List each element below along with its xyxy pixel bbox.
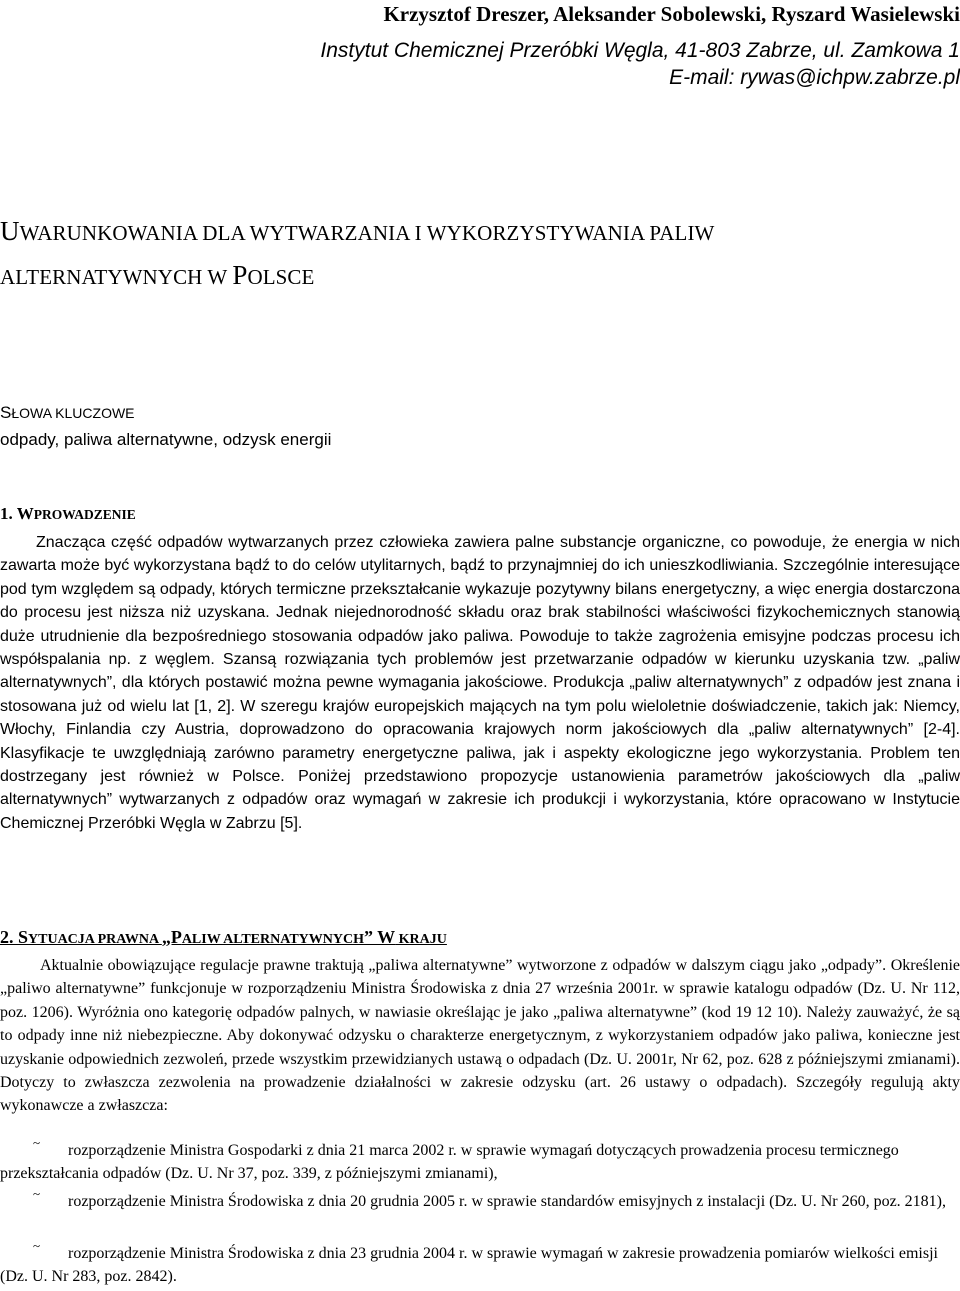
section-1-number: 1. W: [0, 504, 34, 523]
paper-title: [0, 210, 960, 298]
keywords-heading-text: ŁOWA KLUCZOWE: [11, 405, 135, 421]
list-marker: ~: [33, 1186, 41, 1201]
email: E-mail: rywas@ichpw.zabrze.pl: [669, 66, 960, 89]
list-item-text: rozporządzenie Ministra Środowiska z dnia 20 grudnia 2005 r. w sprawie standardów emisyjnych z instalacji (Dz. U. Nr 260, poz. 2181),: [68, 1193, 946, 1210]
section-2-title-a: YTUACJA PRAWNA: [28, 932, 162, 947]
list-item: [0, 1238, 960, 1289]
title-line-2-initial: P: [232, 260, 248, 290]
section-2-quote-open: „P: [161, 927, 182, 947]
section-1-title: PROWADZENIE: [33, 507, 136, 522]
section-2-body: [0, 954, 960, 1118]
list-marker: ~: [33, 1238, 41, 1253]
title-line-2: [0, 254, 960, 298]
keywords-heading: [0, 403, 135, 423]
section-2-quote-close: ” W: [363, 927, 396, 947]
section-2-paragraph: Aktualnie obowiązujące regulacje prawne traktują „paliwa alternatywne” wytworzone z odpadów w dalszym ciągu jako „odpady”. Określenie „paliwo alternatywne” funkcjonuje w rozporządzeniu Ministra Środowiska z dnia 27 września 2001r. w sprawie katalogu odpadów (Dz. U. Nr 112, poz. 1206). Wyróżnia ono kategorię odpadów palnych, w nawiasie określając je jako „paliwa alternatywne” (kod 19 12 10). Należy zauważyć, że są to odpady inne niż niebezpieczne. Aby dokonywać odzysku o charakterze energetycznym, z wykorzystaniem odpadów jako paliwa, konieczne jest uzyskanie odpowiednich zezwoleń, przede wszystkim przewidzianych ustawą o odpadach (Dz. U. 2001r, Nr 62, poz. 628 z późniejszymi zmianami). Dotyczy to zwłaszcza zezwolenia na prowadzenie działalności w zakresie odzysku (art. 26 ustawy o odpadach). Szczegóły regulują akty wykonawcze a zwłaszcza:: [0, 957, 960, 1115]
list-item-text: rozporządzenie Ministra Gospodarki z dnia 21 marca 2002 r. w sprawie wymagań dotyczących prowadzenia procesu termicznego przekształcania odpadów (Dz. U. Nr 37, poz. 339, z późniejszymi zmianami),: [0, 1142, 899, 1183]
title-line-1: [0, 210, 960, 254]
title-line-2-end: OLSCE: [247, 265, 315, 289]
title-line-2-text: ALTERNATYWNYCH W: [0, 265, 233, 289]
section-2-title-c: KRAJU: [395, 932, 447, 947]
section-2-number: 2. S: [0, 927, 29, 947]
authors: Krzysztof Dreszer, Aleksander Sobolewski, Ryszard Wasielewski: [383, 2, 960, 26]
section-1-heading: [0, 504, 136, 524]
list-item: [0, 1186, 960, 1213]
affiliation-block: [320, 37, 960, 91]
title-line-1-text: WARUNKOWANIA DLA WYTWARZANIA I WYKORZYSTYWANIA PALIW: [19, 221, 715, 245]
list-item-text: rozporządzenie Ministra Środowiska z dnia 23 grudnia 2004 r. w sprawie wymagań w zakresie prowadzenia pomiarów wielkości emisji (Dz. U. Nr 283, poz. 2842).: [0, 1245, 938, 1286]
title-initial: U: [0, 216, 20, 246]
list-item: [0, 1135, 960, 1186]
keywords-heading-initial: S: [0, 403, 12, 422]
list-marker: ~: [33, 1135, 41, 1150]
section-2-title-b: ALIW ALTERNATYWNYCH: [181, 932, 364, 947]
section-1-paragraph: Znacząca część odpadów wytwarzanych przez człowieka zawiera palne substancje organiczne, co powoduje, że energia w nich zawarta może być wykorzystana bądź to do celów utylitarnych, bądź to przynajmniej do ich unieszkodliwiania. Szczególnie interesujące pod tym względem są odpady, których termiczne przekształcanie wykazuje pozytywny bilans energetyczny, a więc energia dostarczona do procesu jest niższa niż uzyskana. Jednak niejednorodność składu oraz brak stabilności właściwości fizykochemicznych stanowią duże utrudnienie dla bezpośredniego stosowania odpadów jako paliwa. Powoduje to także zagrożenia emisyjne podczas procesu ich współspalania np. z węglem. Szansą rozwiązania tych problemów jest przetwarzanie odpadów w kierunku uzyskania tzw. „paliw alternatywnych”, dla których postawić można pewne wymagania jakościowe. Produkcja „paliw alternatywnych” z odpadów jest znana i stosowana już od wielu lat [1, 2]. W szeregu krajów europejskich mających na tym polu wieloletnie doświadczenie, takich jak: Niemcy, Włochy, Finlandia czy Austria, doprowadzono do opracowania krajowych norm jakościowych dla „paliw alternatywnych” [2-4]. Klasyfikacje te uwzględniają zarówno parametry energetyczne paliwa, jak i aspekty ekologiczne jego wykorzystania. Problem ten dostrzegany jest również w Polsce. Poniżej przedstawiono propozycje ustanowienia parametrów jakościowych dla „paliw alternatywnych” wytwarzanych z odpadów oraz wymagań w zakresie ich produkcji i wykorzystania, które opracowano w Instytucie Chemicznej Przeróbki Węgla w Zabrzu [5].: [0, 534, 960, 832]
section-2-heading: [0, 927, 447, 948]
section-1-body: [0, 531, 960, 835]
keywords-text: odpady, paliwa alternatywne, odzysk energii: [0, 430, 332, 449]
affiliation: Instytut Chemicznej Przeróbki Węgla, 41-803 Zabrze, ul. Zamkowa 1: [320, 39, 960, 62]
